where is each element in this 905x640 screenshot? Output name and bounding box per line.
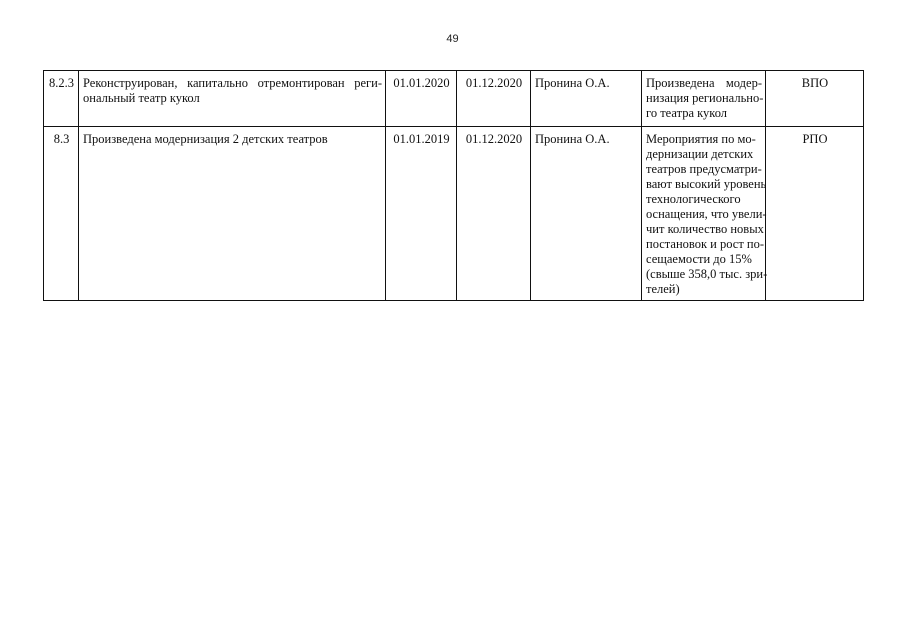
result-line: театров предусматри- — [646, 162, 762, 176]
control-type: РПО — [766, 127, 864, 301]
control-type: ВПО — [766, 71, 864, 127]
result-line: дернизации детских — [646, 147, 754, 161]
item-title — [79, 127, 386, 301]
expected-result — [642, 127, 766, 301]
result-line: оснащения, что увели- — [646, 207, 767, 221]
result-line: телей) — [646, 282, 680, 296]
start-date: 01.01.2020 — [386, 71, 457, 127]
plan-table — [43, 70, 864, 301]
result-line: (свыше 358,0 тыс. зри- — [646, 267, 768, 281]
item-title-line: Произведена модернизация 2 детских театров — [83, 132, 328, 146]
page-number: 49 — [446, 33, 459, 45]
result-line: вают высокий уровень — [646, 177, 767, 191]
result-line: Произведена модер- — [646, 76, 762, 90]
end-date: 01.12.2020 — [457, 71, 531, 127]
table-row — [44, 127, 864, 301]
table-row — [44, 71, 864, 127]
result-line: го театра кукол — [646, 106, 728, 120]
result-line: Мероприятия по мо- — [646, 132, 756, 146]
item-title-line: ональный театр кукол — [83, 91, 200, 105]
item-number: 8.3 — [44, 127, 79, 301]
expected-result — [642, 71, 766, 127]
result-line: постановок и рост по- — [646, 237, 765, 251]
end-date: 01.12.2020 — [457, 127, 531, 301]
start-date: 01.01.2019 — [386, 127, 457, 301]
responsible-person: Пронина О.А. — [531, 71, 642, 127]
item-title-line: Реконструирован, капитально отремонтирован реги- — [83, 76, 382, 90]
result-line: низация регионально- — [646, 91, 764, 105]
item-number: 8.2.3 — [44, 71, 79, 127]
result-line: технологического — [646, 192, 741, 206]
responsible-person: Пронина О.А. — [531, 127, 642, 301]
item-title — [79, 71, 386, 127]
result-line: сещаемости до 15% — [646, 252, 752, 266]
result-line: чит количество новых — [646, 222, 764, 236]
